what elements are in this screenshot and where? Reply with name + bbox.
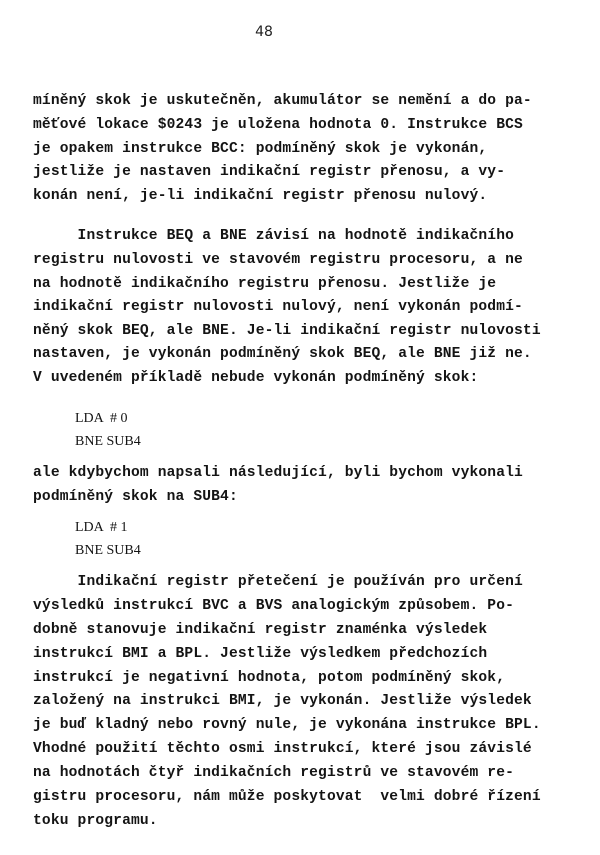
- text-line: výsledků instrukcí BVC a BVS analogickým způsobem. Po-: [33, 598, 515, 614]
- text-line: podmíněný skok na SUB4:: [33, 489, 238, 505]
- text-line: registru nulovosti ve stavovém registru procesoru, a ne: [33, 252, 523, 268]
- text-line: založený na instrukci BMI, je vykonán. Jestliže výsledek: [33, 693, 532, 709]
- text-line: Indikační registr přetečení je používán pro určení: [33, 574, 523, 590]
- text-line: měťové lokace $0243 je uložena hodnota 0. Instrukce BCS: [33, 117, 523, 133]
- text-line: je opakem instrukce BCC: podmíněný skok je vykonán,: [33, 141, 488, 157]
- text-line: míněný skok je uskutečněn, akumulátor se nemění a do pa-: [33, 93, 532, 109]
- code-line: LDA # 1: [75, 520, 128, 535]
- text-line: jestliže je nastaven indikační registr přenosu, a vy-: [33, 164, 506, 180]
- text-line: Vhodné použití těchto osmi instrukcí, které jsou závislé: [33, 741, 532, 757]
- text-line: nastaven, je vykonán podmíněný skok BEQ, ale BNE již ne.: [33, 346, 532, 362]
- text-line: indikační registr nulovosti nulový, není vykonán podmí-: [33, 299, 523, 315]
- text-line: dobně stanovuje indikační registr znaménka výsledek: [33, 622, 488, 638]
- code-line: BNE SUB4: [75, 434, 141, 449]
- text-line: něný skok BEQ, ale BNE. Je-li indikační registr nulovosti: [33, 323, 541, 339]
- page-number: 48: [255, 24, 273, 40]
- text-line: konán není, je-li indikační registr přenosu nulový.: [33, 188, 488, 204]
- text-line: toku programu.: [33, 813, 158, 829]
- text-line: Instrukce BEQ a BNE závisí na hodnotě indikačního: [33, 228, 515, 244]
- text-line: ale kdybychom napsali následující, byli bychom vykonali: [33, 465, 523, 481]
- text-line: V uvedeném příkladě nebude vykonán podmíněný skok:: [33, 370, 479, 386]
- text-line: instrukcí BMI a BPL. Jestliže výsledkem předchozích: [33, 646, 488, 662]
- text-line: na hodnotách čtyř indikačních registrů ve stavovém re-: [33, 765, 515, 781]
- code-line: BNE SUB4: [75, 543, 141, 558]
- text-line: instrukcí je negativní hodnota, potom podmíněný skok,: [33, 670, 506, 686]
- code-line: LDA # 0: [75, 411, 128, 426]
- text-line: gistru procesoru, nám může poskytovat velmi dobré řízení: [33, 789, 541, 805]
- text-line: je buď kladný nebo rovný nule, je vykonána instrukce BPL.: [33, 717, 541, 733]
- text-line: na hodnotě indikačního registru přenosu. Jestliže je: [33, 276, 497, 292]
